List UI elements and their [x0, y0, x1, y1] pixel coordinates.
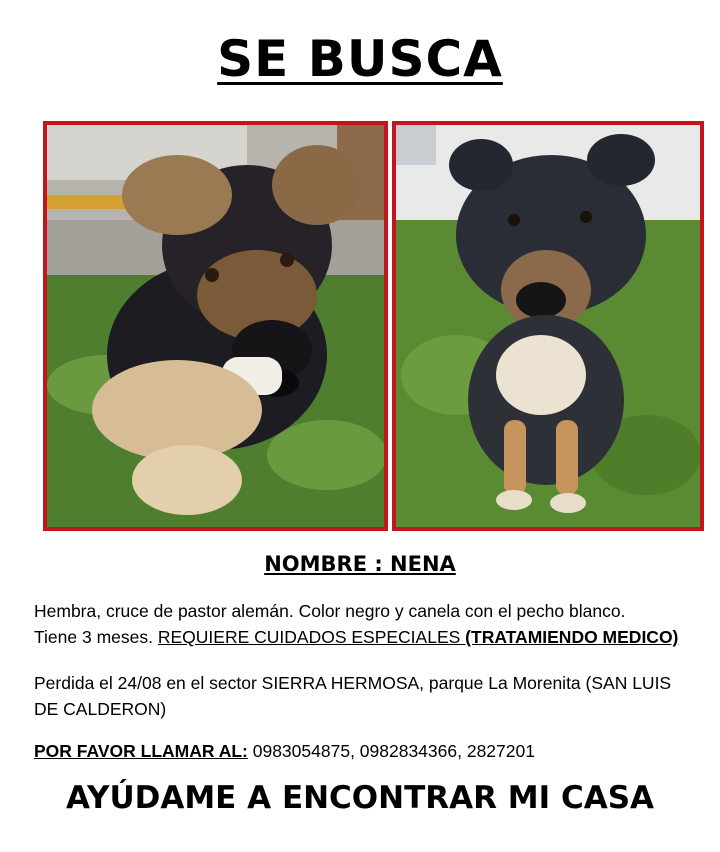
description-line-1: Hembra, cruce de pastor alemán. Color negro y canela con el pecho blanco.: [34, 601, 626, 621]
contact-label: POR FAVOR LLAMAR AL:: [34, 741, 248, 761]
puppy-photo-left: [43, 121, 388, 531]
special-care-text: REQUIERE CUIDADOS ESPECIALES: [157, 627, 461, 647]
puppy-sitting-image: [396, 125, 700, 527]
description-paragraph: [34, 598, 694, 650]
treatment-text: (TRATAMIENDO MEDICO): [460, 627, 679, 647]
footer-plea: AYÚDAME A ENCONTRAR MI CASA: [65, 780, 655, 816]
puppy-lying-image: [47, 125, 384, 527]
contact-phones: 0983054875, 0982834366, 2827201: [247, 741, 535, 761]
poster-title-text: SE BUSCA: [217, 30, 503, 88]
description-age: Tiene 3 meses.: [34, 627, 158, 647]
poster-title: [0, 30, 720, 88]
lost-info-paragraph: Perdida el 24/08 en el sector SIERRA HERMOSA, parque La Morenita (SAN LUIS DE CALDERON): [34, 673, 672, 719]
pet-name-text: NOMBRE : NENA: [264, 552, 456, 576]
contact-paragraph: [34, 738, 694, 764]
pet-name-heading: [0, 552, 720, 576]
puppy-photo-right: [392, 121, 704, 531]
